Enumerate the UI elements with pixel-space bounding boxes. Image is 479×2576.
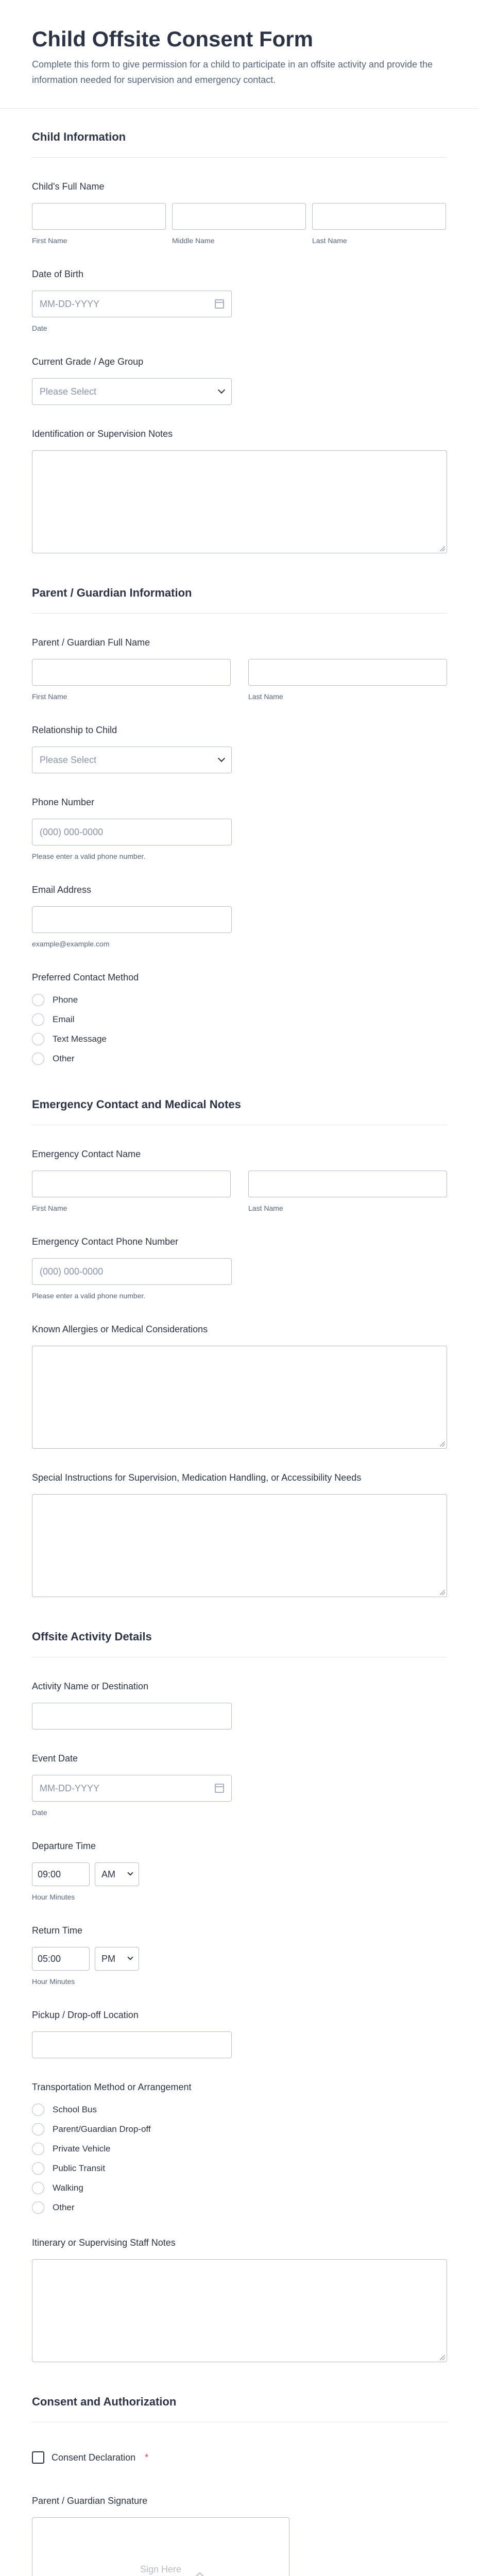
date-of-birth-field bbox=[32, 268, 447, 333]
allergies-textarea[interactable] bbox=[32, 1346, 447, 1449]
section-title: Consent and Authorization bbox=[32, 2395, 177, 2408]
sublabel: First Name bbox=[32, 692, 67, 701]
contact-method-field bbox=[32, 971, 447, 1065]
placeholder: MM-DD-YYYY bbox=[40, 1783, 99, 1793]
signature-scribble-icon bbox=[84, 2562, 238, 2576]
grade-field bbox=[32, 355, 447, 405]
page-title: Child Offsite Consent Form bbox=[32, 27, 313, 51]
departure-time-field bbox=[32, 1840, 447, 1902]
sublabel: First Name bbox=[32, 236, 67, 245]
radio-option[interactable] bbox=[32, 2182, 447, 2194]
departure-ampm-select[interactable] bbox=[95, 1862, 139, 1886]
transport-field bbox=[32, 2081, 447, 2214]
child-full-name-field bbox=[32, 180, 447, 245]
field-label: Transportation Method or Arrangement bbox=[32, 2082, 192, 2092]
consent-checkbox[interactable] bbox=[32, 2451, 44, 2464]
radio-option[interactable] bbox=[32, 2201, 447, 2214]
radio-button[interactable] bbox=[32, 994, 44, 1006]
contact-method-options bbox=[32, 994, 447, 1065]
field-label: Known Allergies or Medical Considerations bbox=[32, 1324, 208, 1334]
radio-label: Email bbox=[53, 1014, 75, 1024]
resize-handle-icon[interactable] bbox=[440, 2355, 445, 2360]
sublabel: Hour Minutes bbox=[32, 1893, 75, 1901]
radio-button[interactable] bbox=[32, 2182, 44, 2194]
consent-section bbox=[0, 2394, 479, 2576]
field-label: Itinerary or Supervising Staff Notes bbox=[32, 2238, 176, 2248]
signature-field bbox=[32, 2495, 447, 2576]
field-label: Relationship to Child bbox=[32, 725, 117, 735]
resize-handle-icon[interactable] bbox=[440, 1442, 445, 1447]
field-label: Parent / Guardian Signature bbox=[32, 2496, 148, 2506]
transport-options bbox=[32, 2104, 447, 2214]
checkbox-label: Consent Declaration bbox=[52, 2452, 136, 2463]
section-title: Child Information bbox=[32, 130, 126, 143]
radio-button[interactable] bbox=[32, 2123, 44, 2136]
emergency-phone-field bbox=[32, 1235, 447, 1300]
pickup-location-input[interactable] bbox=[32, 2031, 232, 2058]
section-header bbox=[32, 2394, 447, 2422]
radio-option[interactable] bbox=[32, 2162, 447, 2175]
radio-button[interactable] bbox=[32, 1033, 44, 1045]
event-date-input[interactable] bbox=[32, 1775, 232, 1802]
signature-placeholder: Sign Here bbox=[140, 2564, 182, 2574]
radio-option[interactable] bbox=[32, 1013, 447, 1026]
radio-button[interactable] bbox=[32, 2162, 44, 2175]
radio-option[interactable] bbox=[32, 2143, 447, 2155]
radio-label: Parent/Guardian Drop-off bbox=[53, 2124, 151, 2134]
radio-label: Text Message bbox=[53, 1034, 107, 1044]
section-header bbox=[32, 129, 447, 158]
guardian-information-section bbox=[0, 585, 479, 1065]
grade-select[interactable] bbox=[32, 378, 232, 405]
signature-pad[interactable] bbox=[32, 2517, 289, 2576]
emergency-first-name-input[interactable] bbox=[32, 1171, 231, 1197]
field-label: Date of Birth bbox=[32, 269, 84, 279]
special-instructions-textarea[interactable] bbox=[32, 1494, 447, 1597]
resize-handle-icon[interactable] bbox=[440, 546, 445, 551]
radio-button[interactable] bbox=[32, 2201, 44, 2214]
form-header bbox=[0, 0, 479, 109]
supervision-notes-field bbox=[32, 428, 447, 553]
activity-name-input[interactable] bbox=[32, 1703, 232, 1730]
section-title: Offsite Activity Details bbox=[32, 1630, 152, 1643]
chevron-down-icon bbox=[127, 1870, 133, 1875]
select-placeholder: Please Select bbox=[40, 386, 97, 397]
relationship-field bbox=[32, 724, 447, 773]
radio-option[interactable] bbox=[32, 2123, 447, 2136]
field-label: Phone Number bbox=[32, 797, 95, 807]
radio-label: School Bus bbox=[53, 2105, 97, 2114]
sublabel: Please enter a valid phone number. bbox=[32, 1292, 146, 1300]
section-title: Parent / Guardian Information bbox=[32, 586, 192, 599]
return-ampm-select[interactable] bbox=[95, 1947, 139, 1971]
radio-option[interactable] bbox=[32, 1033, 447, 1045]
resize-handle-icon[interactable] bbox=[440, 1590, 445, 1595]
consent-declaration-field bbox=[32, 2451, 447, 2464]
itinerary-field bbox=[32, 2236, 447, 2362]
radio-button[interactable] bbox=[32, 1053, 44, 1065]
section-title: Emergency Contact and Medical Notes bbox=[32, 1098, 241, 1111]
emergency-name-field bbox=[32, 1148, 447, 1213]
section-header bbox=[32, 1097, 447, 1125]
placeholder: (000) 000-0000 bbox=[40, 826, 104, 837]
field-label: Child's Full Name bbox=[32, 181, 105, 192]
calendar-icon[interactable] bbox=[215, 1784, 224, 1793]
sublabel: Last Name bbox=[248, 1204, 283, 1212]
return-time-input[interactable]: 05:00 bbox=[32, 1947, 90, 1971]
emergency-section bbox=[0, 1097, 479, 1597]
radio-option[interactable] bbox=[32, 2104, 447, 2116]
child-first-name-input[interactable] bbox=[32, 203, 166, 230]
section-header bbox=[32, 585, 447, 614]
field-label: Current Grade / Age Group bbox=[32, 357, 144, 367]
child-last-name-input[interactable] bbox=[312, 203, 446, 230]
activity-section bbox=[0, 1629, 479, 2362]
sublabel: Last Name bbox=[312, 236, 347, 245]
radio-label: Public Transit bbox=[53, 2163, 106, 2173]
field-label: Preferred Contact Method bbox=[32, 972, 139, 982]
field-label: Return Time bbox=[32, 1925, 83, 1936]
field-label: Emergency Contact Phone Number bbox=[32, 1236, 179, 1247]
guardian-first-name-input[interactable] bbox=[32, 659, 231, 686]
return-time-field bbox=[32, 1924, 447, 1986]
sublabel: Date bbox=[32, 324, 47, 332]
sublabel: Last Name bbox=[248, 692, 283, 701]
calendar-icon[interactable] bbox=[215, 299, 224, 309]
chevron-down-icon bbox=[218, 755, 225, 762]
radio-label: Private Vehicle bbox=[53, 2144, 111, 2154]
page-subtitle: Complete this form to give permission for a child to participate in an offsite activity and provide the information needed for supervision and emergency contact. bbox=[32, 59, 433, 85]
chevron-down-icon bbox=[127, 1954, 133, 1960]
field-label: Identification or Supervision Notes bbox=[32, 429, 173, 439]
sublabel: First Name bbox=[32, 1204, 67, 1212]
field-label: Departure Time bbox=[32, 1841, 96, 1851]
required-asterisk: * bbox=[145, 2452, 149, 2463]
email-input[interactable] bbox=[32, 906, 232, 933]
sublabel: Please enter a valid phone number. bbox=[32, 852, 146, 860]
section-header bbox=[32, 1629, 447, 1657]
itinerary-textarea[interactable] bbox=[32, 2259, 447, 2362]
departure-time-input[interactable]: 09:00 bbox=[32, 1862, 90, 1886]
field-label: Parent / Guardian Full Name bbox=[32, 637, 150, 648]
placeholder: (000) 000-0000 bbox=[40, 1266, 104, 1277]
sublabel: Date bbox=[32, 1808, 47, 1817]
guardian-last-name-input[interactable] bbox=[248, 659, 447, 686]
radio-option[interactable] bbox=[32, 1053, 447, 1065]
radio-button[interactable] bbox=[32, 2143, 44, 2155]
activity-name-field bbox=[32, 1680, 447, 1730]
emergency-last-name-input[interactable] bbox=[248, 1171, 447, 1197]
phone-input[interactable] bbox=[32, 819, 232, 845]
email-field bbox=[32, 884, 447, 948]
emergency-phone-input[interactable] bbox=[32, 1258, 232, 1285]
radio-label: Phone bbox=[53, 995, 78, 1005]
radio-button[interactable] bbox=[32, 2104, 44, 2116]
consent-checkbox-row[interactable] bbox=[32, 2451, 447, 2464]
radio-option[interactable] bbox=[32, 994, 447, 1006]
phone-field bbox=[32, 796, 447, 861]
field-label: Pickup / Drop-off Location bbox=[32, 2010, 139, 2020]
select-value: AM bbox=[101, 1869, 115, 1879]
radio-label: Walking bbox=[53, 2183, 83, 2193]
select-placeholder: Please Select bbox=[40, 754, 97, 765]
field-label: Event Date bbox=[32, 1753, 78, 1764]
child-middle-name-input[interactable] bbox=[172, 203, 306, 230]
chevron-down-icon bbox=[218, 386, 225, 394]
field-label: Activity Name or Destination bbox=[32, 1681, 149, 1691]
field-label: Special Instructions for Supervision, Medication Handling, or Accessibility Needs bbox=[32, 1472, 362, 1483]
radio-button[interactable] bbox=[32, 1013, 44, 1026]
relationship-select[interactable] bbox=[32, 747, 232, 773]
sublabel: example@example.com bbox=[32, 940, 110, 948]
event-date-field bbox=[32, 1752, 447, 1817]
date-of-birth-input[interactable] bbox=[32, 291, 232, 317]
pickup-location-field bbox=[32, 2009, 447, 2058]
radio-label: Other bbox=[53, 1054, 75, 1063]
child-information-section bbox=[0, 129, 479, 553]
special-instructions-field bbox=[32, 1471, 447, 1597]
field-label: Email Address bbox=[32, 885, 92, 895]
field-label: Emergency Contact Name bbox=[32, 1149, 141, 1159]
sublabel: Hour Minutes bbox=[32, 1977, 75, 1986]
guardian-full-name-field bbox=[32, 636, 447, 701]
select-value: PM bbox=[101, 1953, 115, 1964]
placeholder: MM-DD-YYYY bbox=[40, 298, 99, 309]
sublabel: Middle Name bbox=[172, 236, 215, 245]
allergies-field bbox=[32, 1323, 447, 1449]
supervision-notes-textarea[interactable] bbox=[32, 450, 447, 553]
radio-label: Other bbox=[53, 2202, 75, 2212]
